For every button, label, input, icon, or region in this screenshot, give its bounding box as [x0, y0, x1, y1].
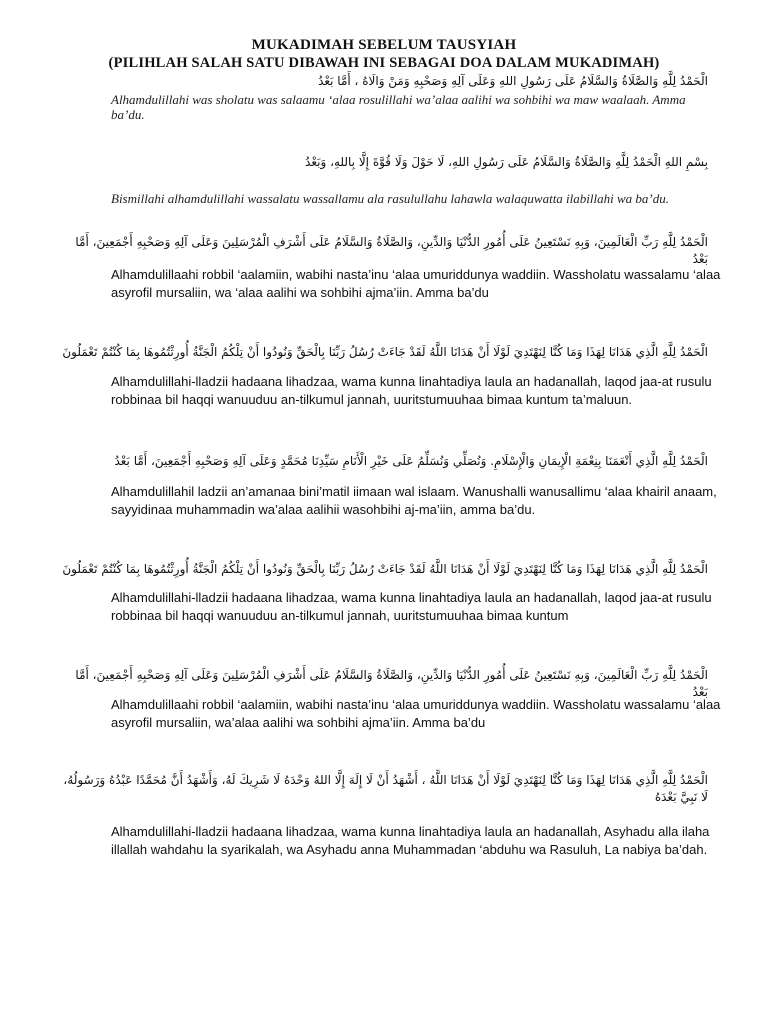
- arabic-text-7: الْحَمْدُ لِلَّهِ رَبِّ الْعَالَمِينَ، وَبِهِ نَسْتَعِينُ عَلَى أُمُورِ الدُّنْيَا وَالدِّينِ، وَالصَّلَاةُ وَالسَّلَامُ عَلَى أَشْرَفِ الْمُرْسَلِينَ وَعَلَى آلِهِ وَصَحْبِهِ أَجْمَعِينَ، أَمَّا بَعْدُ: [75, 668, 708, 699]
- transliteration-5: Alhamdulillahil ladzii an’amanaa bini’matil iimaan wal islaam. Wanushalli wanusallimu ‘alaa khairil anaam, sayyidinaa muhammadin wa’alaa aalihii wasohbihi aj-ma’iin, amma ba’du.: [111, 484, 717, 517]
- transliteration-2: Bismillahi alhamdulillahi wassalatu wassallamu ala rasulullahu lahawla walaquwatta ilabillahi wa ba’du.: [111, 191, 669, 206]
- arabic-text-4: الْحَمْدُ لِلَّهِ الَّذِي هَدَانَا لِهَذَا وَمَا كُنَّا لِنَهْتَدِيَ لَوْلَا أَنْ هَدَانَا اللَّهُ لَقَدْ جَاءَتْ رُسُلُ رَبِّنَا بِالْحَقِّ وَنُودُوا أَنْ تِلْكُمُ الْجَنَّةُ أُورِثْتُمُوهَا بِمَا كُنْتُمْ تَعْمَلُونَ: [62, 345, 708, 359]
- arabic-text-6: الْحَمْدُ لِلَّهِ الَّذِي هَدَانَا لِهَذَا وَمَا كُنَّا لِنَهْتَدِيَ لَوْلَا أَنْ هَدَانَا اللَّهُ لَقَدْ جَاءَتْ رُسُلُ رَبِّنَا بِالْحَقِّ وَنُودُوا أَنْ تِلْكُمُ الْجَنَّةُ أُورِثْتُمُوهَا بِمَا كُنْتُمْ تَعْمَلُونَ: [62, 562, 708, 576]
- arabic-text-3: الْحَمْدُ لِلَّهِ رَبِّ الْعَالَمِينَ، وَبِهِ نَسْتَعِينُ عَلَى أُمُورِ الدُّنْيَا وَالدِّينِ، وَالصَّلَاةُ وَالسَّلَامُ عَلَى أَشْرَفِ الْمُرْسَلِينَ وَعَلَى آلِهِ وَصَحْبِهِ أَجْمَعِينَ، أَمَّا بَعْدُ: [75, 235, 708, 266]
- transliteration-6: Alhamdulillahi-lladzii hadaana lihadzaa, wama kunna linahtadiya laula an hadanallah, laqod jaa-at rusulu robbinaa bil haqqi wanuuduu an-tilkumul jannah, uuritstumuuhaa bimaa kuntum: [111, 590, 712, 623]
- arabic-text-1: الْحَمْدُ لِلَّهِ وَالصَّلَاةُ وَالسَّلَامُ عَلَى رَسُولِ اللهِ وَعَلَى آلِهِ وَصَحْبِهِ وَمَنْ وَالَاهُ ، أَمَّا بَعْدُ: [318, 74, 708, 88]
- arabic-text-8: الْحَمْدُ لِلَّهِ الَّذِي هَدَانَا لِهَذَا وَمَا كُنَّا لِنَهْتَدِيَ لَوْلَا أَنْ هَدَانَا اللَّهُ ، أَشْهَدُ أَنْ لَا إِلَهَ إِلَّا اللهُ وَحْدَهُ لَا شَرِيكَ لَهُ، وَأَشْهَدُ أَنَّ مُحَمَّدًا عَبْدُهُ وَرَسُولُهُ، لَا نَبِيَّ بَعْدَهُ: [63, 773, 708, 804]
- transliteration-4: Alhamdulillahi-lladzii hadaana lihadzaa, wama kunna linahtadiya laula an hadanallah, laqod jaa-at rusulu robbinaa bil haqqi wanuuduu an-tilkumul jannah, uuritstumuuhaa bimaa kuntum ta’maluun.: [111, 374, 712, 407]
- transliteration-3: Alhamdulillaahi robbil ‘aalamiin, wabihi nasta’inu ‘alaa umuriddunya waddiin. Wassholatu wassalamu ‘alaa asyrofil mursaliin, wa ‘alaa aalihi wa sohbihi ajma’iin. Amma ba’du: [111, 267, 721, 300]
- transliteration-8: Alhamdulillahi-lladzii hadaana lihadzaa, wama kunna linahtadiya laula an hadanallah, Asyhadu alla ilaha illallah wahdahu la syarikalah, wa Asyhadu anna Muhammadan ‘abduhu wa Rasuluh, La nabiya ba’dah.: [111, 824, 710, 857]
- page-title: MUKADIMAH SEBELUM TAUSYIAH: [251, 37, 517, 53]
- arabic-text-2: بِسْمِ اللهِ الْحَمْدُ لِلَّهِ وَالصَّلَاةُ وَالسَّلَامُ عَلَى رَسُولِ اللهِ، لَا حَوْلَ وَلَا قُوَّةَ إِلَّا بِاللهِ، وَبَعْدُ: [305, 155, 708, 169]
- transliteration-7: Alhamdulillaahi robbil ‘aalamiin, wabihi nasta’inu ‘alaa umuriddunya waddiin. Wassholatu wassalamu ‘alaa asyrofil mursaliin, wa’alaa aalihi wa sohbihi ajma’iin. Amma ba’du: [111, 697, 721, 730]
- transliteration-1: Alhamdulillahi was sholatu was salaamu ‘alaa rosulillahi wa’alaa aalihi wa sohbihi wa maw waalaah. Amma ba’du.: [111, 92, 686, 122]
- arabic-text-5: الْحَمْدُ لِلَّهِ الَّذِي أَنْعَمَنَا بِنِعْمَةِ الْإِيمَانِ وَالْإِسْلَامِ. وَنُصَلِّي وَنُسَلِّمُ عَلَى خَيْرِ الْأَنَامِ سَيِّدِنَا مُحَمَّدٍ وَعَلَى آلِهِ وَصَحْبِهِ أَجْمَعِينَ، أَمَّا بَعْدُ: [114, 454, 708, 468]
- page-subtitle: (PILIHLAH SALAH SATU DIBAWAH INI SEBAGAI DOA DALAM MUKADIMAH): [108, 55, 660, 71]
